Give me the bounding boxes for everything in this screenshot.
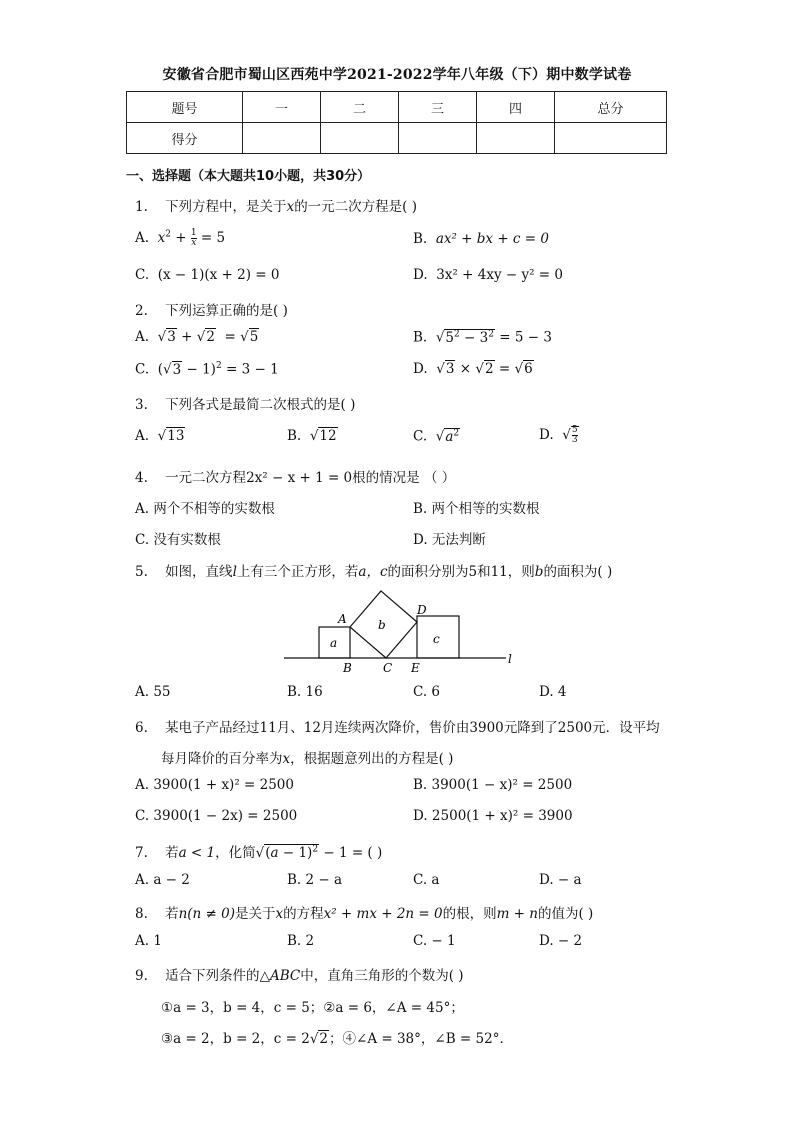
stem-text: 的方程 xyxy=(283,906,324,922)
question-3 xyxy=(135,393,355,413)
option-6b[interactable]: B. 3900(1 − x)² = 2500 xyxy=(413,777,573,793)
exam-title: 安徽省合肥市蜀山区西苑中学2021-2022学年八年级（下）期中数学试卷 xyxy=(162,67,632,83)
label-C: C xyxy=(383,661,393,675)
stem-text: 是关于 xyxy=(234,906,276,922)
question-9-conditions-1: ①a = 3，b = 4，c = 5；②a = 6，∠A = 45°； xyxy=(161,1000,464,1016)
math-expr: a < 1 xyxy=(178,845,216,861)
label-l: l xyxy=(508,652,512,666)
option-text: (x − 1)(x + 2) = 0 xyxy=(157,267,280,283)
question-number: 9. xyxy=(135,968,148,984)
math-var: x xyxy=(286,199,295,215)
score-input-cell[interactable] xyxy=(555,123,667,154)
math-var: b xyxy=(534,564,544,580)
stem-text: 每月降价的百分率为 xyxy=(161,751,283,767)
stem-text: 的面积分别为5和11，则 xyxy=(387,564,535,580)
math-var: x xyxy=(275,906,284,922)
option-2b[interactable]: B. $√5^2 - 3^2 = 5 - 3$ xyxy=(413,329,552,346)
option-7d[interactable]: D. − a xyxy=(539,872,582,888)
option-8a[interactable]: A. 1 xyxy=(135,933,162,949)
stem-text: ，化简 xyxy=(215,845,256,861)
option-label: A. xyxy=(135,428,150,444)
option-2d[interactable]: D. √3 × √2 = √6 xyxy=(413,361,533,377)
header-cell: 总分 xyxy=(555,92,667,123)
question-number: 7. xyxy=(135,845,148,861)
option-8c[interactable]: C. − 1 xyxy=(413,933,456,949)
stem-text: 上有三个正方形，若 xyxy=(236,564,359,580)
option-7a[interactable]: A. a − 2 xyxy=(135,872,190,888)
question-1 xyxy=(135,195,417,215)
equation: 2x² − x + 1 = 0 xyxy=(246,470,353,486)
option-5c[interactable]: C. 6 xyxy=(413,684,441,700)
label-B: B xyxy=(343,661,352,675)
score-input-cell[interactable] xyxy=(399,123,477,154)
stem-text: 一元二次方程 xyxy=(165,470,247,486)
stem-text: 下列各式是最简二次根式的是( ) xyxy=(165,397,356,413)
stem-text: ，根据题意列出的方程是( ) xyxy=(290,751,454,767)
question-9-conditions-2 xyxy=(161,1027,513,1047)
math-var: x xyxy=(282,751,291,767)
question-8 xyxy=(135,902,593,922)
squares-figure xyxy=(280,582,520,676)
option-label: D. xyxy=(539,427,554,443)
option-label: A. xyxy=(135,230,150,246)
stem-text: ③a = 2，b = 2，c = 2 xyxy=(161,1031,310,1047)
label-a: a xyxy=(330,636,338,650)
stem-text: 中，直角三角形的个数为( ) xyxy=(300,968,464,984)
score-table-score-row xyxy=(127,123,667,154)
question-number: 5. xyxy=(135,564,148,580)
option-8b[interactable]: B. 2 xyxy=(287,933,315,949)
score-input-cell[interactable] xyxy=(321,123,399,154)
option-4a[interactable]: A. 两个不相等的实数根 xyxy=(135,501,275,517)
question-number: 4. xyxy=(135,470,148,486)
option-label: D. xyxy=(413,361,428,377)
question-7 xyxy=(135,841,382,861)
question-5 xyxy=(135,560,612,580)
option-5d[interactable]: D. 4 xyxy=(539,684,567,700)
question-number: 1. xyxy=(135,199,148,215)
option-label: A. xyxy=(135,329,150,345)
option-2a[interactable]: A. √3 + √2 = √5 xyxy=(135,329,259,345)
option-4b[interactable]: B. 两个相等的实数根 xyxy=(413,501,540,517)
option-1c[interactable] xyxy=(135,267,279,283)
header-cell: 题号 xyxy=(127,92,243,123)
label-A: A xyxy=(338,612,347,626)
option-5b[interactable]: B. 16 xyxy=(287,684,323,700)
stem-text: 的一元二次方程是( ) xyxy=(294,199,418,215)
stem-text: 根的情况是 （ ） xyxy=(352,470,456,486)
stem-text: 下列运算正确的是( ) xyxy=(165,303,288,319)
score-input-cell[interactable] xyxy=(477,123,555,154)
option-label: B. xyxy=(413,231,428,247)
option-3b[interactable]: B. √12 xyxy=(287,428,337,444)
option-1d[interactable] xyxy=(413,267,563,283)
equation: x² + mx + 2n = 0 xyxy=(323,906,443,922)
score-table xyxy=(126,91,667,154)
option-5a[interactable]: A. 55 xyxy=(135,684,171,700)
label-D: D xyxy=(417,603,427,617)
stem-text: − 1 = ( ) xyxy=(319,845,383,861)
option-4d[interactable]: D. 无法判断 xyxy=(413,532,486,548)
score-input-cell[interactable] xyxy=(243,123,321,154)
math-var: l xyxy=(232,564,237,580)
option-label: C. xyxy=(135,267,150,283)
header-cell: 三 xyxy=(399,92,477,123)
stem-text: 某电子产品经过11月、12月连续两次降价，售价由3900元降到了2500元．设平均 xyxy=(165,720,660,736)
label-b: b xyxy=(378,618,386,632)
section-heading: 一、选择题（本大题共10小题，共30分） xyxy=(126,169,371,184)
question-6 xyxy=(135,716,660,736)
math-var: a，c xyxy=(358,564,388,580)
option-3d[interactable]: D. √ $\frac{5}{3}$ xyxy=(539,425,578,445)
option-6a[interactable]: A. 3900(1 + x)² = 2500 xyxy=(135,777,294,793)
math-expr: n(n ≠ 0) xyxy=(178,906,235,922)
radical-expr: √2 xyxy=(309,1031,329,1047)
option-label: C. xyxy=(135,361,150,378)
question-6-line2 xyxy=(161,747,453,767)
math-expr: △ABC xyxy=(259,968,301,984)
option-text: ax² + bx + c = 0 xyxy=(435,231,549,247)
question-4 xyxy=(135,466,455,486)
header-cell: 一 xyxy=(243,92,321,123)
option-8d[interactable]: D. − 2 xyxy=(539,933,583,949)
option-label: D. xyxy=(413,267,428,283)
question-number: 8. xyxy=(135,906,148,922)
stem-text: 的值为( ) xyxy=(537,906,594,922)
label-c: c xyxy=(433,632,440,646)
option-7b[interactable]: B. 2 − a xyxy=(287,872,343,888)
option-3c[interactable]: C. $√a^2$ xyxy=(413,428,460,445)
header-cell: 四 xyxy=(477,92,555,123)
option-text: 3x² + 4xy − y² = 0 xyxy=(436,267,563,283)
option-3a[interactable]: A. √13 xyxy=(135,428,185,444)
stem-text: 若 xyxy=(165,906,179,922)
stem-text: 下列方程中，是关于 xyxy=(165,199,287,215)
option-label: B. xyxy=(287,428,302,444)
option-6d[interactable]: D. 2500(1 + x)² = 3900 xyxy=(413,808,573,824)
header-cell: 二 xyxy=(321,92,399,123)
option-6c[interactable]: C. 3900(1 − 2x) = 2500 xyxy=(135,808,298,824)
question-number: 2. xyxy=(135,303,148,319)
option-4c[interactable]: C. 没有实数根 xyxy=(135,532,221,548)
option-label: C. xyxy=(413,428,428,445)
option-7c[interactable]: C. a xyxy=(413,872,440,888)
stem-text: 适合下列条件的 xyxy=(165,968,260,984)
stem-text: ；④∠A = 38°，∠B = 52°． xyxy=(329,1031,513,1047)
question-number: 6. xyxy=(135,720,148,736)
stem-text: 的面积为( ) xyxy=(543,564,613,580)
stem-text: 若 xyxy=(165,845,179,861)
question-number: 3. xyxy=(135,397,148,413)
label-E: E xyxy=(411,661,420,675)
stem-text: 的根，则 xyxy=(442,906,497,922)
question-9 xyxy=(135,964,464,984)
score-table-header-row xyxy=(127,92,667,123)
option-1a[interactable]: A. $x^2$ + $\frac{1}{x}$ = 5 xyxy=(135,228,226,248)
question-2 xyxy=(135,299,288,319)
stem-text: 如图，直线 xyxy=(165,564,233,580)
score-label-cell: 得分 xyxy=(127,123,243,154)
option-1b[interactable] xyxy=(413,231,549,247)
option-2c[interactable]: C. $(√3 - 1)^2 = 3 - 1$ xyxy=(135,361,279,378)
option-label: B. xyxy=(413,329,428,346)
math-expr: m + n xyxy=(496,906,538,922)
radical-expr: $√(a - 1)^2$ xyxy=(255,844,319,861)
